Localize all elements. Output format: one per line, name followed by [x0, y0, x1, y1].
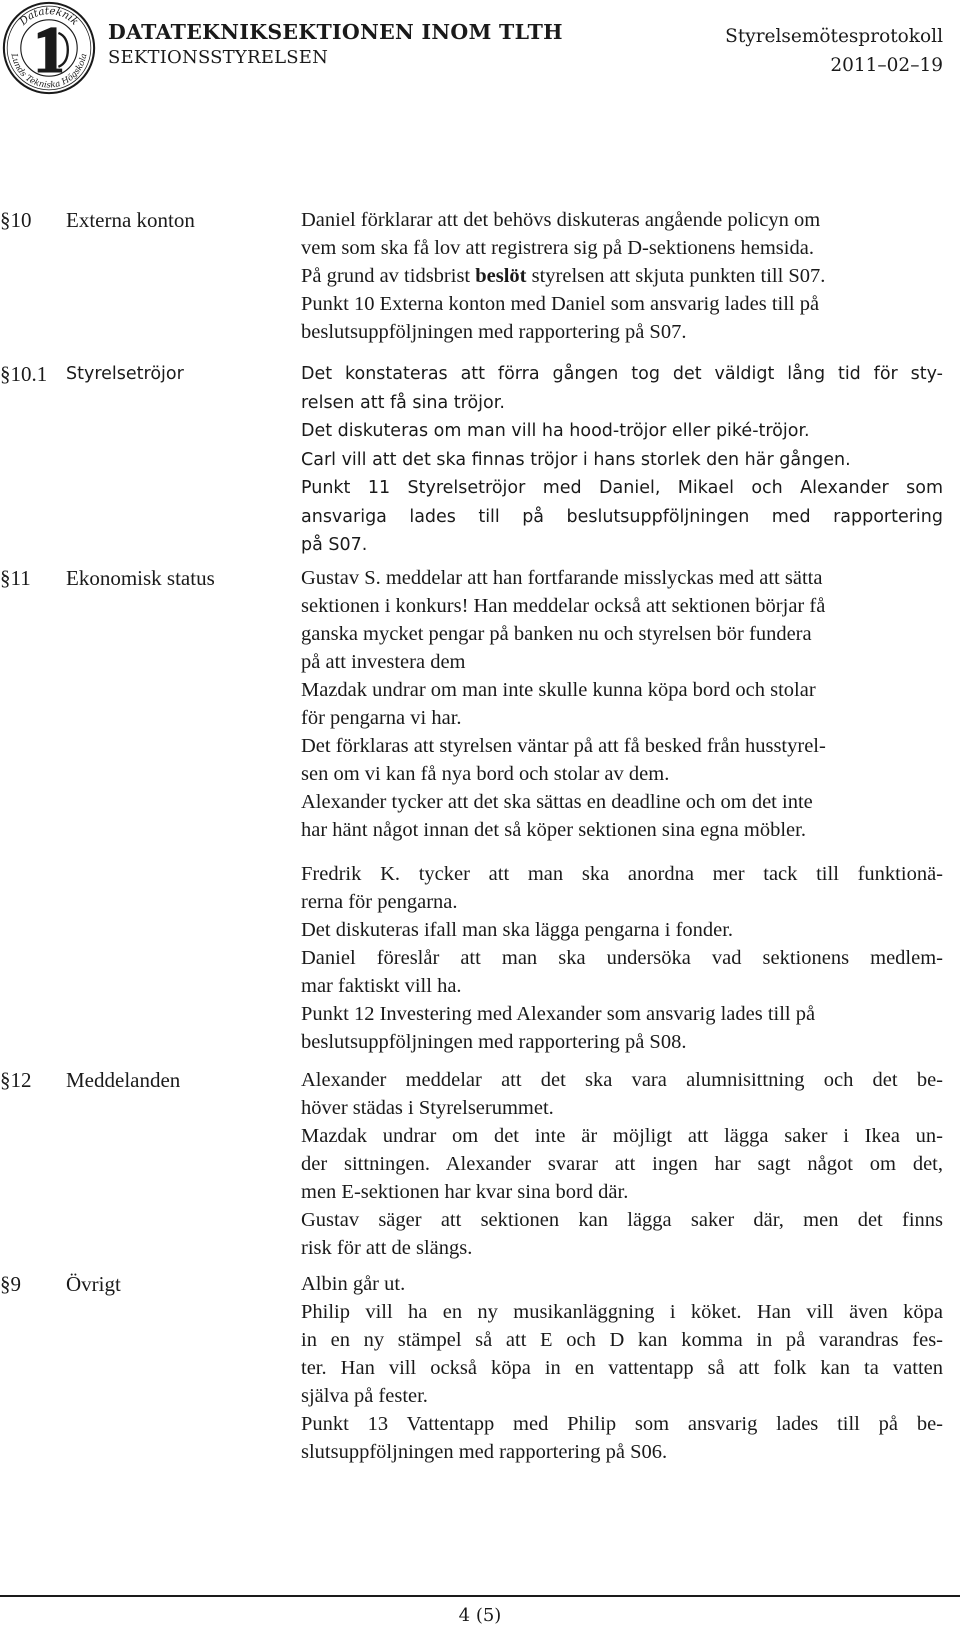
section-number: §11 [0, 566, 31, 590]
body-line: själva på fester. [301, 1385, 428, 1407]
body-line: Carl vill att det ska finnas tröjor i hans storlek den här gången. [301, 449, 851, 470]
body-line: Det förklaras att styrelsen väntar på att få besked från husstyrel- [301, 735, 826, 757]
body-line: Fredrik K. tycker att man ska anordna mer tack till funktionä- [301, 863, 943, 885]
body-line: Punkt 13 Vattentapp med Philip som ansvarig lades till på be- [301, 1413, 943, 1435]
body-line: beslutsuppföljningen med rapportering på S08. [301, 1031, 687, 1053]
body-line: der sittningen. Alexander svarar att ingen har sagt något om det, [301, 1153, 943, 1175]
section-number: §12 [0, 1068, 32, 1092]
body-line: vem som ska få lov att registrera sig på D-sektionens hemsida. [301, 237, 814, 259]
body-line: Det konstateras att förra gången tog det väldigt lång tid för sty- [301, 364, 943, 384]
board-name: SEKTIONSSTYRELSEN [108, 47, 329, 68]
svg-text:Datateknik: Datateknik [17, 5, 81, 28]
body-line: höver städas i Styrelserummet. [301, 1097, 554, 1119]
body-line: slutsuppföljningen med rapportering på S06. [301, 1441, 668, 1463]
body-line: Daniel föreslår att man ska undersöka vad sektionens medlem- [301, 947, 943, 969]
document-meta [725, 26, 943, 76]
body-line: sen om vi kan få nya bord och stolar av dem. [301, 763, 670, 785]
footer-divider [0, 1595, 960, 1597]
body-line: Gustav säger att sektionen kan lägga saker där, men det finns [301, 1209, 943, 1231]
body-line: in en ny stämpel så att E och D kan komma in på varandras fes- [301, 1329, 943, 1351]
body-line: rerna för pengarna. [301, 891, 458, 913]
body-line: beslutsuppföljningen med rapportering på S07. [301, 321, 687, 343]
body-line: Punkt 10 Externa konton med Daniel som ansvarig lades till på [301, 293, 820, 315]
body-line: Mazdak undrar om man inte skulle kunna köpa bord och stolar [301, 679, 816, 701]
section-body [301, 206, 943, 346]
body-line: Det diskuteras om man vill ha hood-tröjor eller piké-tröjor. [301, 421, 810, 441]
svg-text:Lunds Tekniska Högskola: Lunds Tekniska Högskola [9, 52, 89, 90]
body-line: ter. Han vill också köpa in en vattentapp så att folk kan ta vatten [301, 1357, 943, 1379]
body-line: risk för att de slängs. [301, 1237, 473, 1259]
section-title: Övrigt [66, 1272, 121, 1296]
section-body [301, 1066, 943, 1262]
body-line: har hänt något innan det så köper sektionen sina egna möbler. [301, 819, 806, 841]
body-line: ansvariga lades till på beslutsuppföljningen med rapportering [301, 506, 943, 527]
decision-keyword: beslöt [475, 265, 527, 287]
document-type: Styrelsemötesprotokoll [725, 26, 943, 47]
body-line: relsen att få sina tröjor. [301, 392, 505, 413]
section-title: Ekonomisk status [66, 566, 215, 590]
body-line: mar faktiskt vill ha. [301, 975, 462, 997]
section-body [301, 860, 943, 1056]
body-line: Philip vill ha en ny musikanläggning i köket. Han vill även köpa [301, 1301, 943, 1323]
body-line: Gustav S. meddelar att han fortfarande misslyckas med att sätta [301, 567, 823, 589]
page-header [0, 0, 960, 96]
body-line: Daniel förklarar att det behövs diskuteras angående policyn om [301, 209, 821, 231]
section-body [301, 1270, 943, 1466]
organization-block [108, 20, 563, 68]
section-body [301, 564, 943, 844]
body-line: Punkt 11 Styrelsetröjor med Daniel, Mikael och Alexander som [301, 478, 943, 498]
section-title: Meddelanden [66, 1068, 181, 1092]
body-line: Mazdak undrar om det inte är möjligt att lägga saker i Ikea un- [301, 1125, 943, 1147]
body-line: på att investera dem [301, 651, 466, 673]
section-title: Externa konton [66, 208, 195, 232]
section-body [301, 360, 943, 560]
section-number: §10.1 [0, 362, 48, 386]
body-line: Albin går ut. [301, 1273, 406, 1295]
body-line: På grund av tidsbrist beslöt styrelsen att skjuta punkten till S07. [301, 265, 826, 287]
body-line: Det diskuteras ifall man ska lägga pengarna i fonder. [301, 919, 734, 941]
organization-name: DATATEKNIKSEKTIONEN INOM TLTH [108, 20, 563, 44]
body-line: Alexander meddelar att det ska vara alumnisittning och det be- [301, 1069, 943, 1091]
body-line: för pengarna vi har. [301, 707, 462, 729]
body-line: Alexander tycker att det ska sättas en deadline och om det inte [301, 791, 813, 813]
body-line: men E-sektionen har kvar sina bord där. [301, 1181, 629, 1203]
section-seal-logo [2, 1, 96, 95]
body-line: Punkt 12 Investering med Alexander som ansvarig lades till på [301, 1003, 816, 1025]
body-line: ganska mycket pengar på banken nu och styrelsen bör fundera [301, 623, 812, 645]
section-number: §10 [0, 208, 32, 232]
section-number: §9 [0, 1272, 21, 1296]
page-number: 4 (5) [458, 1605, 502, 1626]
body-line: sektionen i konkurs! Han meddelar också att sektionen börjar få [301, 595, 826, 617]
section-title: Styrelsetröjor [66, 364, 184, 384]
body-line: på S07. [301, 535, 368, 555]
document-date: 2011–02–19 [830, 55, 943, 76]
